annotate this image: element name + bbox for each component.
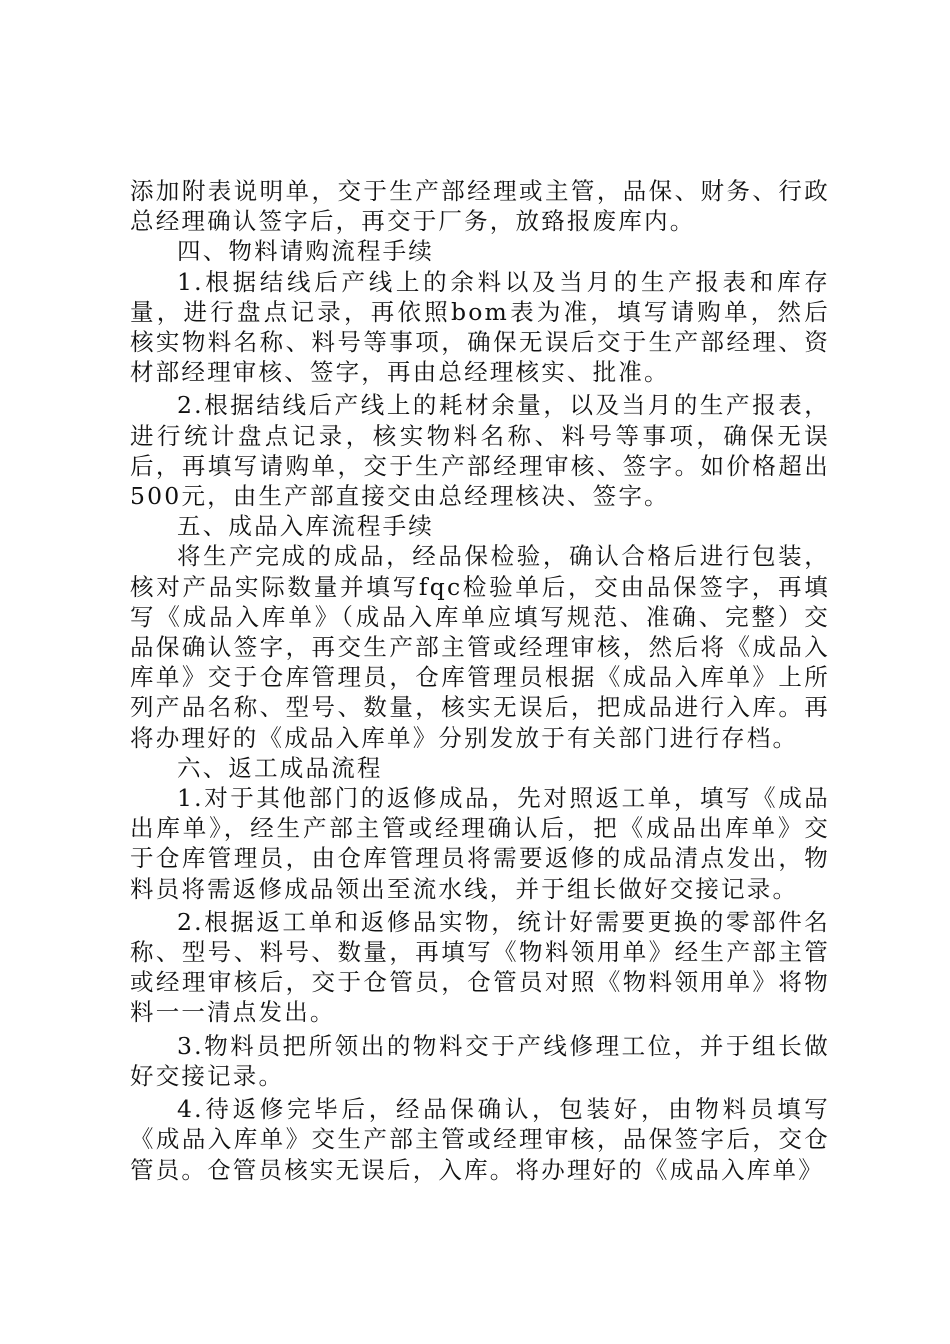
paragraph-purchase-1: 1.根据结线后产线上的余料以及当月的生产报表和库存量，进行盘点记录，再依照bom表为准，填写请购单，然后核实物料名称、料号等事项，确保无误后交于生产部经理、资材部经理审核、签字，再由总经理核实、批准。 [130, 267, 830, 387]
paragraph-finished-goods-storage: 将生产完成的成品，经品保检验，确认合格后进行包装，核对产品实际数量并填写fqc检验单后，交由品保签字，再填写《成品入库单》（成品入库单应填写规范、准确、完整）交品保确认签字，再交生产部主管或经理审核，然后将《成品入库单》交于仓库管理员，仓库管理员根据《成品入库单》上所列产品名称、型号、数量，核实无误后，把成品进行入库。再将办理好的《成品入库单》分别发放于有关部门进行存档。 [130, 542, 830, 752]
heading-finished-goods-storage: 五、成品入库流程手续 [177, 512, 434, 541]
heading-rework-process: 六、返工成品流程 [177, 753, 383, 782]
heading-material-purchase: 四、物料请购流程手续 [177, 237, 434, 266]
paragraph-rework-4: 4.待返修完毕后，经品保确认，包装好，由物料员填写《成品入库单》交生产部主管或经理审核，品保签字后，交仓管员。仓管员核实无误后，入库。将办理好的《成品入库单》 [130, 1095, 830, 1184]
paragraph-rework-2: 2.根据返工单和返修品实物，统计好需要更换的零部件名称、型号、料号、数量，再填写《物料领用单》经生产部主管或经理审核后，交于仓管员，仓管员对照《物料领用单》将物料一一清点发出。 [130, 907, 830, 1027]
paragraph-rework-3: 3.物料员把所领出的物料交于产线修理工位，并于组长做好交接记录。 [130, 1031, 830, 1090]
paragraph-purchase-2: 2.根据结线后产线上的耗材余量，以及当月的生产报表，进行统计盘点记录，核实物料名称、料号等事项，确保无误后，再填写请购单，交于生产部经理审核、签字。如价格超出500元，由生产部直接交由总经理核决、签字。 [130, 391, 830, 511]
paragraph-scrap-continuation: 添加附表说明单，交于生产部经理或主管，品保、财务、行政总经理确认签字后，再交于厂务，放臵报废库内。 [130, 177, 830, 236]
paragraph-rework-1: 1.对于其他部门的返修成品，先对照返工单，填写《成品出库单》，经生产部主管或经理确认后，把《成品出库单》交于仓库管理员，由仓库管理员将需要返修的成品清点发出，物料员将需返修成品领出至流水线，并于组长做好交接记录。 [130, 784, 830, 903]
document-body [130, 176, 830, 1185]
